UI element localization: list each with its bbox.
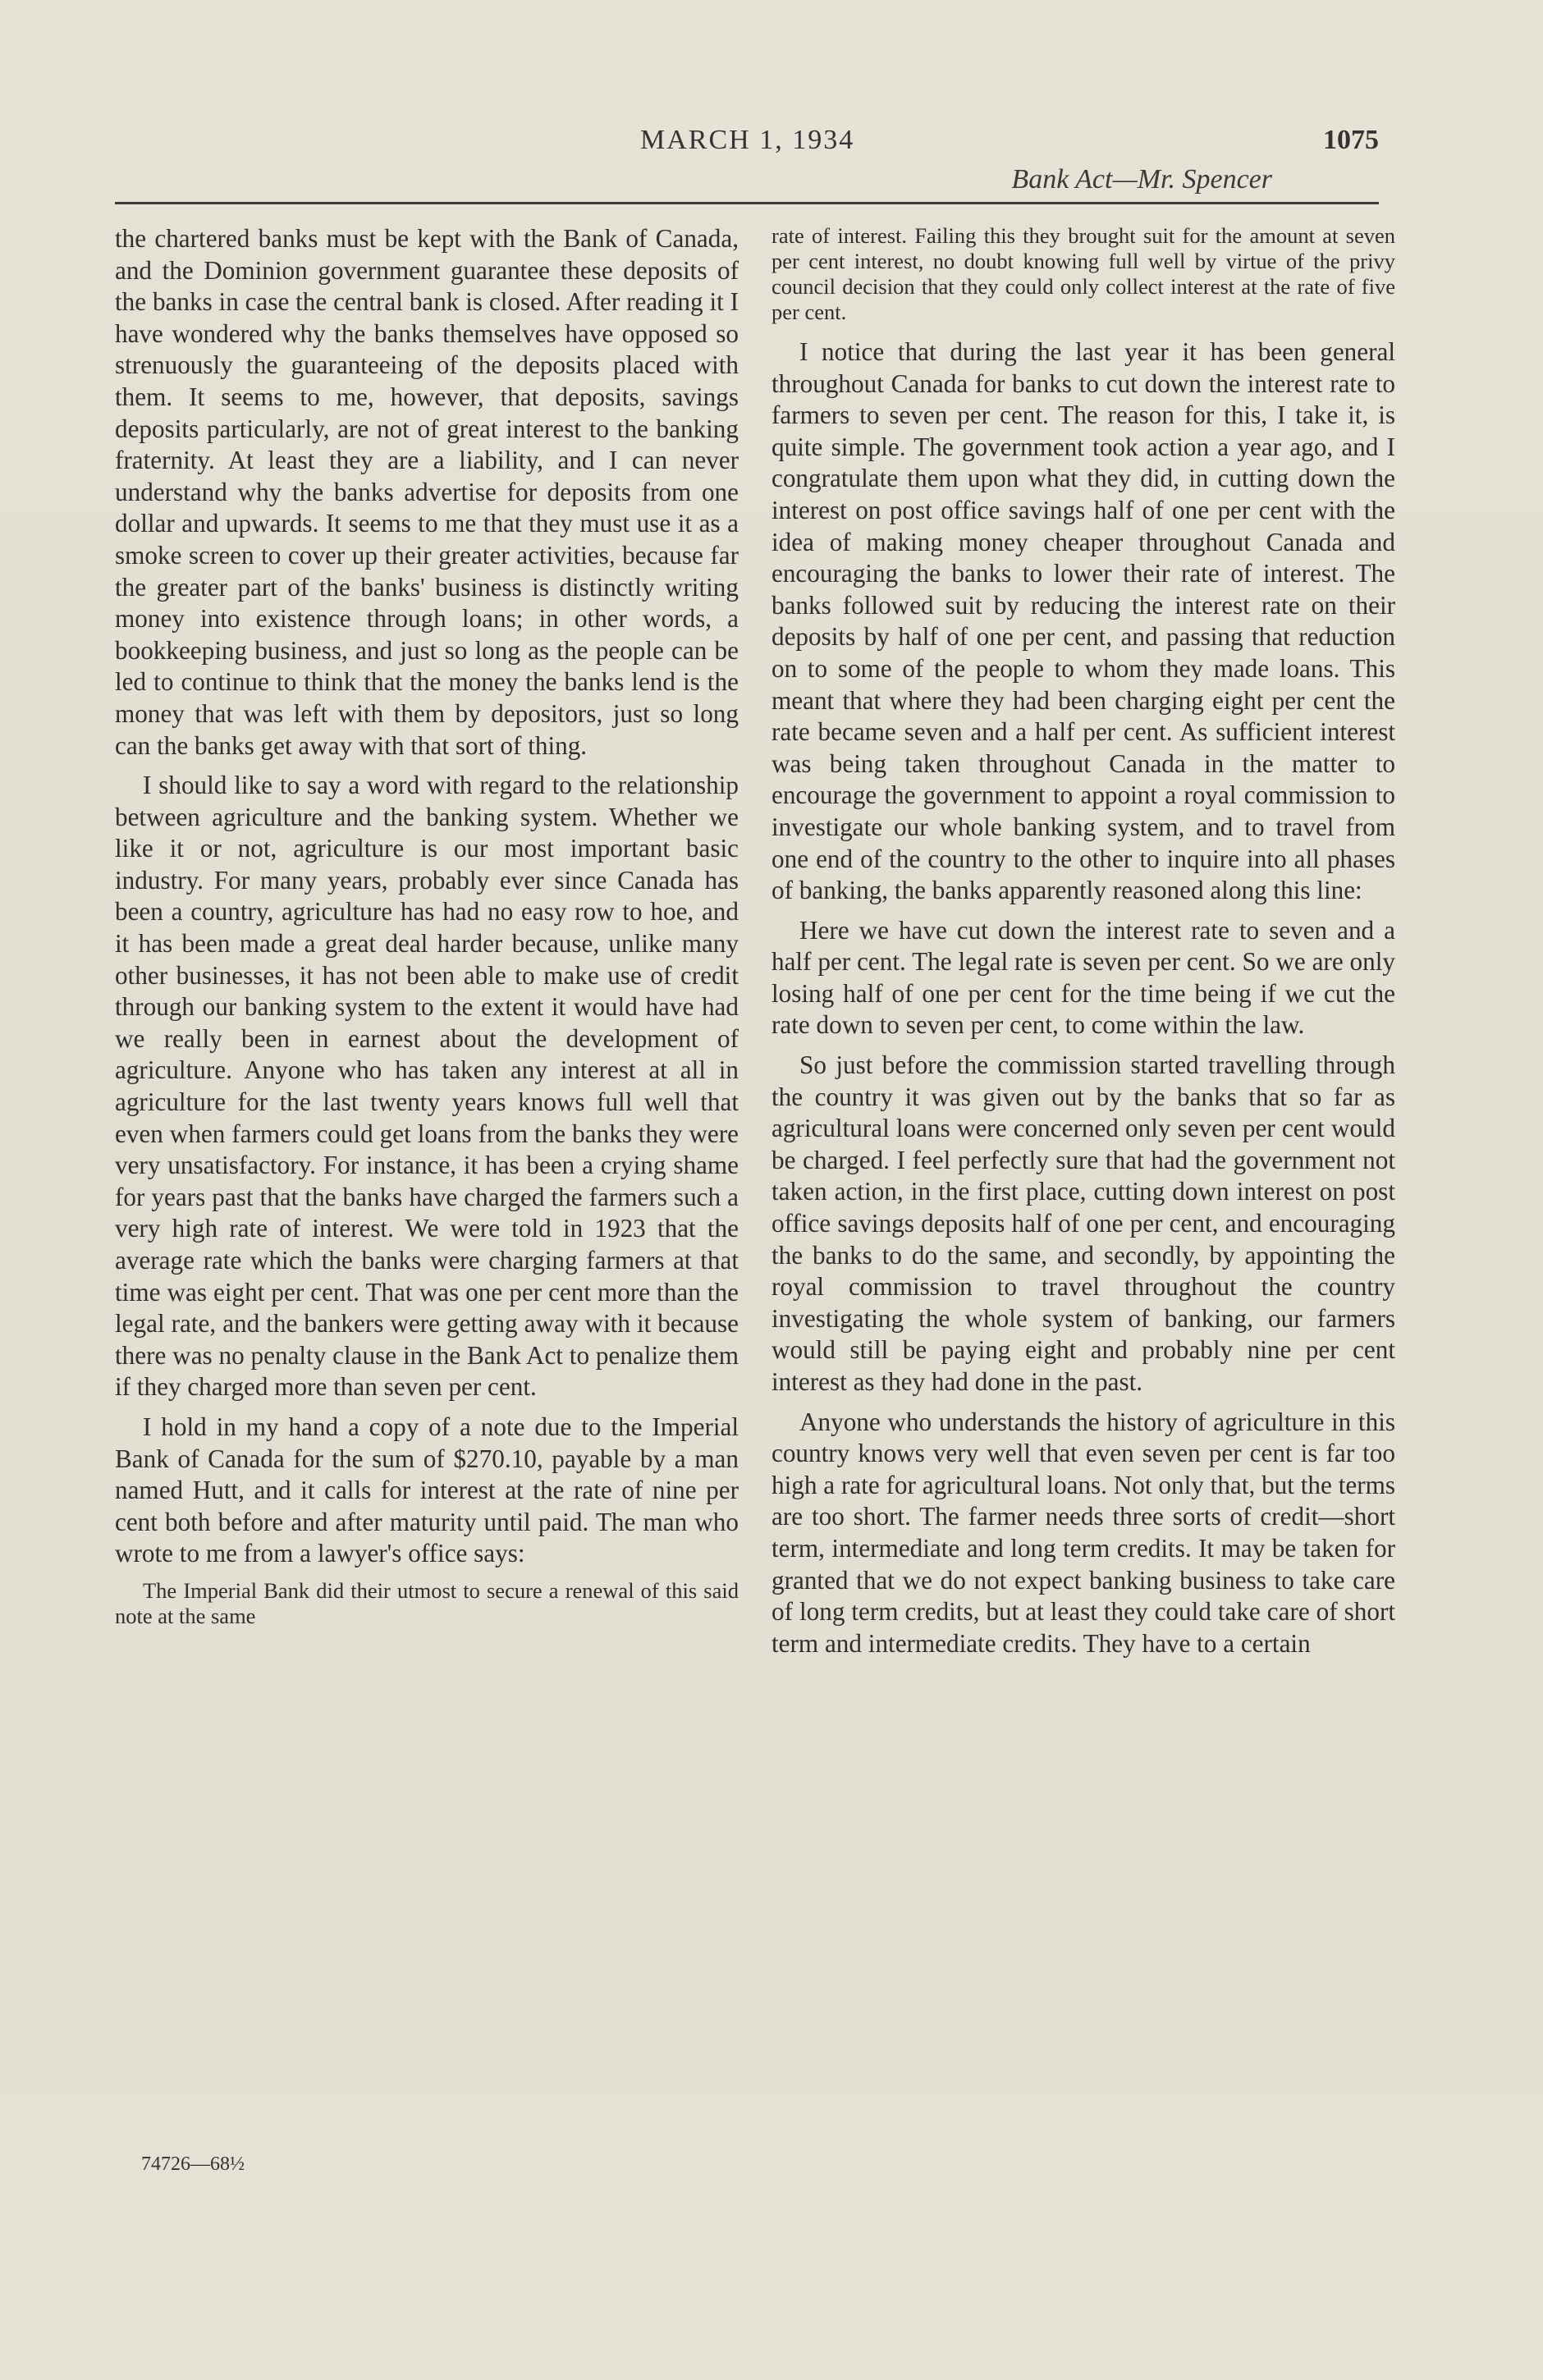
paragraph: Anyone who understands the history of agriculture in this country knows very well that even seven per cent is far too high a rate for agricultural loans. Not only that, but the terms are too short. The farmer needs three sorts of credit—short term, intermediate and long term credits. It may be taken for granted that we do not expect banking business to take care of long term credits, but at least they could take care of short term and intermediate credits. They have to a certain	[772, 1407, 1395, 1658]
paragraph: Here we have cut down the interest rate to seven and a half per cent. The legal rate is seven per cent. So we are only losing half of one per cent for the time being if we cut the rate down to seven per cent, to come within the law.	[772, 915, 1395, 1040]
paragraph: I should like to say a word with regard to the relationship between agriculture and the banking system. Whether we like it or not, agriculture is our most important basic industry. For many years, probably ever since Canada has been a country, agriculture has had no easy row to hoe, and it has been made a great deal harder because, unlike many other businesses, it has not been able to make use of credit through our banking system to the extent it would have had we really been in earnest about the development of agriculture. Anyone who has taken any interest at all in agriculture for the last twenty years knows full well that even when farmers could get loans from the banks they were very unsatisfactory. For instance, it has been a crying shame for years past that the banks have charged the farmers such a very high rate of interest. We were told in 1923 that the average rate which the banks were charging farmers at that time was eight per cent. That was one per cent more than the legal rate, and the bankers were getting away with it because there was no penalty clause in the Bank Act to penalize them if they charged more than seven per cent.	[115, 771, 739, 1402]
running-header	[115, 125, 1379, 199]
block-quote-continued: rate of interest. Failing this they brought suit for the amount at seven per cent interest, no doubt knowing full well by virtue of the privy council decision that they could only collect interest at the rate of five per cent.	[772, 223, 1395, 324]
running-date: MARCH 1, 1934	[640, 125, 855, 155]
page-number: 1075	[1323, 125, 1379, 155]
printer-signature: 74726—68½	[141, 2153, 245, 2175]
paragraph: So just before the commission started travelling through the country it was given out by the banks that so far as agricultural loans were concerned only seven per cent would be charged. I feel perfectly sure that had the government not taken action, in the first place, cutting down interest on post office savings deposits half of one per cent, and encouraging the banks to do the same, and secondly, by appointing the royal commission to travel throughout the country investigating the whole system of banking, our farmers would still be paying eight and probably nine per cent interest as they had done in the past.	[772, 1050, 1395, 1396]
paragraph: the chartered banks must be kept with the Bank of Canada, and the Dominion government guarantee these deposits of the banks in case the central bank is closed. After reading it I have wondered why the banks themselves have opposed so strenuously the guaranteeing of the deposits placed with them. It seems to me, however, that deposits, savings deposits particularly, are not of great interest to the banking fraternity. At least they are a liability, and I can never understand why the banks advertise for deposits from one dollar and upwards. It seems to me that they must use it as a smoke screen to cover up their greater activities, because far the greater part of the banks' business is distinctly writing money into existence through loans; in other words, a bookkeeping business, and just so long as the people can be led to continue to think that the money the banks lend is the money that was left with them by depositors, just so long can the banks get away with that sort of thing.	[115, 224, 739, 760]
running-subject: Bank Act—Mr. Spencer	[1011, 164, 1272, 195]
header-rule	[115, 202, 1379, 204]
left-column	[115, 223, 739, 1641]
paragraph: I hold in my hand a copy of a note due to the Imperial Bank of Canada for the sum of $270.10, payable by a man named Hutt, and it calls for interest at the rate of nine per cent both before and after maturity until paid. The man who wrote to me from a lawyer's office says:	[115, 1412, 739, 1568]
right-column	[772, 223, 1395, 1668]
block-quote: The Imperial Bank did their utmost to secure a renewal of this said note at the same	[115, 1577, 739, 1628]
paragraph: I notice that during the last year it has been general throughout Canada for banks to cut down the interest rate to farmers to seven per cent. The reason for this, I take it, is quite simple. The government took action a year ago, and I congratulate them upon what they did, in cutting down the interest on post office savings half of one per cent with the idea of making money cheaper throughout Canada and encouraging the banks to lower their rate of interest. The banks followed suit by reducing the interest rate on their deposits by half of one per cent, and passing that reduction on to some of the people to whom they made loans. This meant that where they had been charging eight per cent the rate became seven and a half per cent. As sufficient interest was being taken throughout Canada in the matter to encourage the government to appoint a royal commission to investigate our whole banking system, and to travel from one end of the country to the other to inquire into all phases of banking, the banks apparently reasoned along this line:	[772, 337, 1395, 905]
